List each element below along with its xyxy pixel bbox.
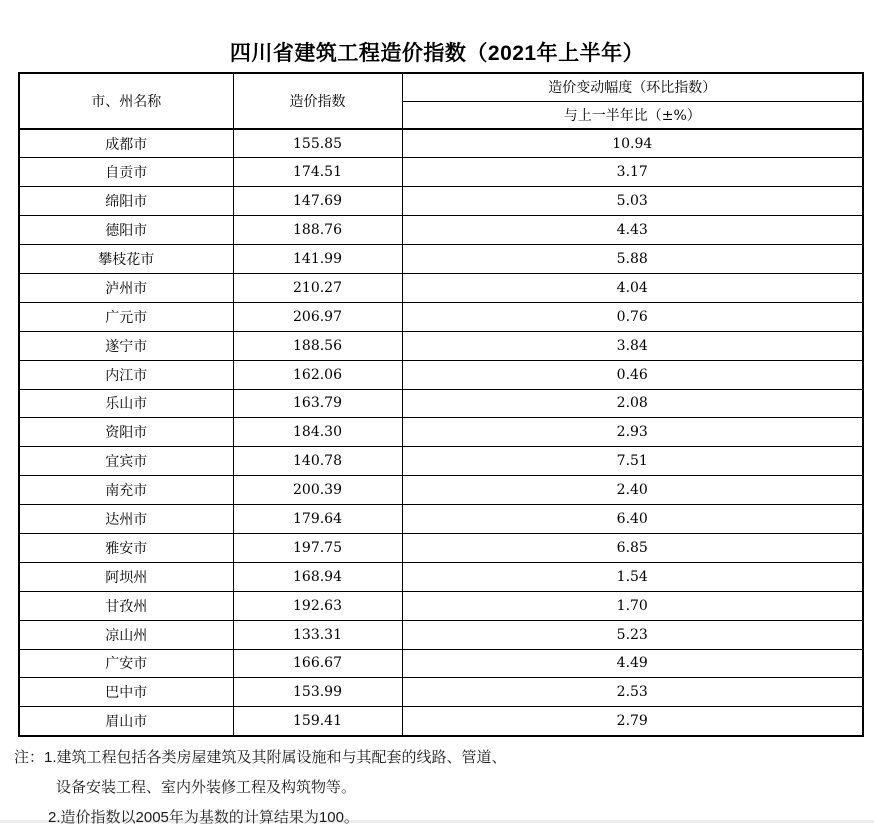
cost-index-cell: 168.94 bbox=[233, 562, 402, 591]
change-rate-cell: 4.43 bbox=[402, 216, 863, 245]
region-name-cell: 巴中市 bbox=[19, 678, 233, 707]
change-rate-cell: 2.40 bbox=[402, 476, 863, 505]
change-rate-cell: 5.23 bbox=[402, 620, 863, 649]
change-rate-cell: 0.76 bbox=[402, 302, 863, 331]
change-rate-cell: 4.04 bbox=[402, 273, 863, 302]
table-row bbox=[19, 649, 863, 678]
region-name-cell: 眉山市 bbox=[19, 707, 233, 736]
region-name-cell: 绵阳市 bbox=[19, 187, 233, 216]
table-row bbox=[19, 302, 863, 331]
page-title: 四川省建筑工程造价指数（2021年上半年） bbox=[229, 42, 645, 65]
change-rate-cell: 4.49 bbox=[402, 649, 863, 678]
cost-index-cell: 188.56 bbox=[233, 331, 402, 360]
cost-index-cell: 188.76 bbox=[233, 216, 402, 245]
change-rate-cell: 0.46 bbox=[402, 360, 863, 389]
change-rate-cell: 1.54 bbox=[402, 562, 863, 591]
table-row bbox=[19, 447, 863, 476]
cost-index-cell: 179.64 bbox=[233, 505, 402, 534]
table-row bbox=[19, 273, 863, 302]
note-line-3: 2.造价指数以2005年为基数的计算结果为100。 bbox=[48, 808, 359, 826]
region-name-cell: 甘孜州 bbox=[19, 591, 233, 620]
region-name-cell: 遂宁市 bbox=[19, 331, 233, 360]
cost-index-cell: 197.75 bbox=[233, 533, 402, 562]
cost-index-cell: 147.69 bbox=[233, 187, 402, 216]
table-row bbox=[19, 707, 863, 736]
notes-block bbox=[14, 750, 874, 826]
cost-index-cell: 133.31 bbox=[233, 620, 402, 649]
table-row bbox=[19, 476, 863, 505]
region-name-cell: 雅安市 bbox=[19, 533, 233, 562]
change-rate-cell: 2.53 bbox=[402, 678, 863, 707]
cost-index-cell: 210.27 bbox=[233, 273, 402, 302]
region-name-cell: 成都市 bbox=[19, 129, 233, 158]
cost-index-cell: 192.63 bbox=[233, 591, 402, 620]
table-row bbox=[19, 216, 863, 245]
cost-index-cell: 140.78 bbox=[233, 447, 402, 476]
cost-index-cell: 163.79 bbox=[233, 389, 402, 418]
region-name-cell: 内江市 bbox=[19, 360, 233, 389]
region-name-cell: 广元市 bbox=[19, 302, 233, 331]
table-row bbox=[19, 389, 863, 418]
region-name-cell: 阿坝州 bbox=[19, 562, 233, 591]
table-body bbox=[19, 129, 863, 736]
change-rate-cell: 5.03 bbox=[402, 187, 863, 216]
cost-index-cell: 162.06 bbox=[233, 360, 402, 389]
cost-index-cell: 159.41 bbox=[233, 707, 402, 736]
table-row bbox=[19, 620, 863, 649]
table-row bbox=[19, 418, 863, 447]
cost-index-header: 造价指数 bbox=[233, 73, 402, 129]
table-row bbox=[19, 591, 863, 620]
change-rate-cell: 7.51 bbox=[402, 447, 863, 476]
change-rate-sub-header: 与上一半年比（±%） bbox=[402, 101, 863, 129]
cost-index-table bbox=[18, 72, 864, 737]
table-row bbox=[19, 245, 863, 274]
table-row bbox=[19, 360, 863, 389]
region-name-cell: 德阳市 bbox=[19, 216, 233, 245]
region-name-cell: 攀枝花市 bbox=[19, 245, 233, 274]
table-row bbox=[19, 678, 863, 707]
change-rate-cell: 1.70 bbox=[402, 591, 863, 620]
table-row bbox=[19, 562, 863, 591]
change-rate-cell: 2.08 bbox=[402, 389, 863, 418]
change-rate-cell: 6.40 bbox=[402, 505, 863, 534]
table-row bbox=[19, 187, 863, 216]
change-rate-cell: 3.84 bbox=[402, 331, 863, 360]
region-name-cell: 资阳市 bbox=[19, 418, 233, 447]
region-name-cell: 乐山市 bbox=[19, 389, 233, 418]
region-name-cell: 宜宾市 bbox=[19, 447, 233, 476]
region-name-cell: 南充市 bbox=[19, 476, 233, 505]
table-header bbox=[19, 73, 863, 129]
cost-index-cell: 166.67 bbox=[233, 649, 402, 678]
header-row-1 bbox=[19, 73, 863, 101]
cost-index-cell: 200.39 bbox=[233, 476, 402, 505]
cost-index-cell: 184.30 bbox=[233, 418, 402, 447]
change-rate-group-header: 造价变动幅度（环比指数） bbox=[402, 73, 863, 101]
table-row bbox=[19, 158, 863, 187]
cost-index-cell: 155.85 bbox=[233, 129, 402, 158]
note-line-2: 设备安装工程、室内外装修工程及构筑物等。 bbox=[56, 778, 357, 796]
change-rate-cell: 2.93 bbox=[402, 418, 863, 447]
change-rate-cell: 6.85 bbox=[402, 533, 863, 562]
region-name-cell: 泸州市 bbox=[19, 273, 233, 302]
change-rate-cell: 2.79 bbox=[402, 707, 863, 736]
region-name-cell: 广安市 bbox=[19, 649, 233, 678]
change-rate-cell: 5.88 bbox=[402, 245, 863, 274]
region-name-cell: 自贡市 bbox=[19, 158, 233, 187]
table-row bbox=[19, 533, 863, 562]
region-name-cell: 凉山州 bbox=[19, 620, 233, 649]
change-rate-cell: 3.17 bbox=[402, 158, 863, 187]
region-name-cell: 达州市 bbox=[19, 505, 233, 534]
table-row bbox=[19, 331, 863, 360]
table-row bbox=[19, 505, 863, 534]
change-rate-cell: 10.94 bbox=[402, 129, 863, 158]
cost-index-cell: 206.97 bbox=[233, 302, 402, 331]
region-name-header: 市、州名称 bbox=[19, 73, 233, 129]
cost-index-cell: 174.51 bbox=[233, 158, 402, 187]
table-row bbox=[19, 129, 863, 158]
note-line-1: 注：1.建筑工程包括各类房屋建筑及其附属设施和与其配套的线路、管道、 bbox=[14, 748, 507, 766]
cost-index-cell: 153.99 bbox=[233, 678, 402, 707]
cost-index-cell: 141.99 bbox=[233, 245, 402, 274]
